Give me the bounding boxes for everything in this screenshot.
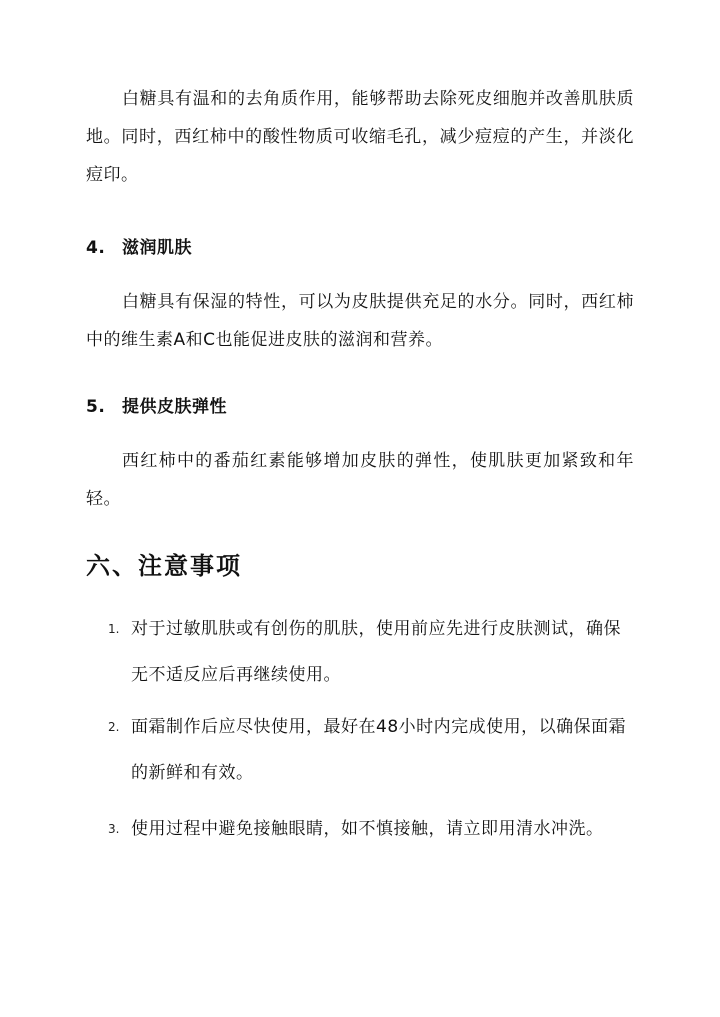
list-item-text: 使用过程中避免接触眼睛，如不慎接触，请立即用清水冲洗。 — [131, 819, 604, 839]
list-item — [108, 806, 628, 852]
paragraph-elasticity: 西红柿中的番茄红素能够增加皮肤的弹性，使肌肤更加紧致和年轻。 — [86, 451, 634, 509]
paragraph-exfoliation: 白糖具有温和的去角质作用，能够帮助去除死皮细胞并改善肌肤质地。同时，西红柿中的酸性物质可收缩毛孔，减少痘痘的产生，并淡化痘印。 — [86, 89, 634, 185]
list-item-text: 面霜制作后应尽快使用，最好在48小时内完成使用，以确保面霜的新鲜和有效。 — [131, 717, 627, 783]
heading-moisturize — [86, 233, 192, 258]
heading-number: 4. — [86, 238, 106, 258]
heading-elasticity — [86, 392, 227, 417]
heading-number: 5. — [86, 397, 106, 417]
section-title-precautions: 六、注意事项 — [86, 552, 242, 580]
paragraph-moisturize: 白糖具有保湿的特性，可以为皮肤提供充足的水分。同时，西红柿中的维生素A和C也能促进皮肤的滋润和营养。 — [86, 292, 634, 350]
list-marker: 1. — [108, 622, 120, 636]
list-item-text: 对于过敏肌肤或有创伤的肌肤，使用前应先进行皮肤测试，确保无不适反应后再继续使用。 — [131, 619, 621, 685]
heading-title: 提供皮肤弹性 — [122, 397, 227, 417]
list-marker: 3. — [108, 822, 120, 836]
heading-title: 滋润肌肤 — [122, 238, 192, 258]
list-item — [108, 606, 628, 698]
list-item — [108, 704, 628, 796]
list-marker: 2. — [108, 720, 120, 734]
